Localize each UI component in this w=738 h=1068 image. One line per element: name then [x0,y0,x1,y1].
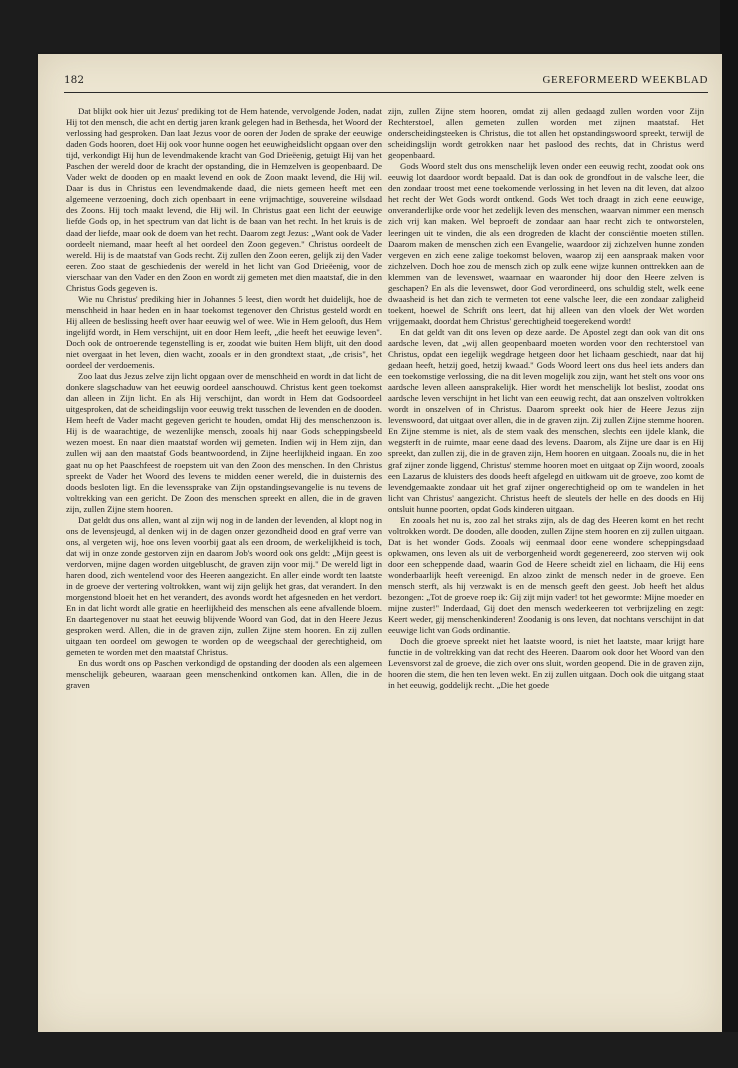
left-column [66,106,382,691]
scan-border-top [0,0,738,52]
scan-border-right [720,0,738,1068]
page-number: 182 [64,74,85,86]
paragraph: En dat geldt van dit ons leven op deze aarde. De Apostel zegt dan ook van dit ons aardsche leven, dat „wij allen geopenbaard moeten worden voor den rechterstoel van Christus, opdat een iegelijk wegdrage hetgeen door het lichaam geschiedt, naar dat hij gedaan heeft, hetzij goed, hetzij kwaad." Gods Woord leert ons dus heel iets anders dan een toekomstige verlossing, die na dit leven mogelijk zou zijn, want het stelt ons voor ons aardsche leven alleen aansprakelijk. Hier wordt het menschelijk lot beslist, zoodat ons aardsche leven verschijnt in het licht van een eeuwig recht, dat aan onszelven voltrokken wordt in onszelven of in Christus. Daarom spreekt ook hier de Heere Jezus zijn levenswoord, dat uitgaat over allen, die in de graven zijn. Zij zullen Zijne stemme hooren. En Zijne stemme is niet, als de stem vaak des menschen, slechts een ijdele klank, die wegsterft in de ruimte, maar eene daad des levens. Daarom, als Zijne ure daar is en Hij spreekt, dan zullen zij, die in de graven zijn, Hem hooren en uitgaan. Zooals nu, die in het graf zijner zonde liggend, Christus' stemme hooren moet en uitgaat op Zijn woord, zooals een Lazarus de kluisters des doods heeft afgelegd en uitkwam uit de groeve, zoo komt de levendgemaakte zondaar uit het graf zijner ongerechtigheid op om te wandelen in het licht van Christus' aangezicht. Christus heeft de sleutels der helle en des doods en Hij ontsluit hunne poorten, opdat Gods kinderen uitgaan. [388,326,704,514]
running-title: GEREFORMEERD WEEKBLAD [542,74,708,86]
paragraph: Doch die groeve spreekt niet het laatste woord, is niet het laatste, maar krijgt hare functie in de voltrekking van dat recht des Heeren. Daarom ook door het Woord van den Levensvorst zal de groeve, die zich over ons sluit, worden geopend. Die in de graven zijn, hooren die stem, die hen ten leven wekt. En zij zullen uitgaan. Doch ook die uitgang staat in het eeuwig, goddelijk recht. „Die het goede [388,636,704,691]
document-page [38,54,722,1032]
paragraph: En dus wordt ons op Paschen verkondigd de opstanding der dooden als een algemeen menschelijk gebeuren, waaraan geen menschenkind ontkomen kan. Allen, die in de graven [66,658,382,691]
paragraph: Gods Woord stelt dus ons menschelijk leven onder een eeuwig recht, zoodat ook ons eeuwig lot daardoor wordt bepaald. Dat is dan ook de grondfout in de valsche leer, die den zondaar troost met eene toekomende verlossing in het leven na dit leven, dat alzoo het recht der Wet Gods wordt ontkend. Gods Wet toch draagt in zich eene eeuwige, onveranderlijke orde voor het zedelijk leven des menschen, waarvan nimmer een mensch zich vrij kan maken. Wel beproeft de zondaar aan haar recht zich te ontworstelen, leeringen uit te vinden, die als een drogreden de klacht der consciëntie moeten stillen. Daarom maken de menschen zich een Evangelie, waardoor zij zichzelven hunne zonden vergeven en zich eene zalige toekomst beloven, waarop zij een aanspraak maken voor zichzelven. Doch hoe zou de mensch zich op zulk eene wijze kunnen onttrekken aan de klemmen van de levenswet, waarnaar en waaronder hij door den Heere zelven is geschapen? En als die levenswet, door God verordineerd, ons schuldig stelt, welk eene dwaasheid is het dan zich te vermeten tot eene valsche leer, die een zondaar zaligheid toekent, hoewel de Schrift ons leert, dat hij alleen van den vloek der Wet worden vrijgemaakt, doordat hem Christus' gerechtigheid toegerekend wordt! [388,161,704,326]
scan-border-bottom [0,1032,738,1068]
paragraph: Dat geldt dus ons allen, want al zijn wij nog in de landen der levenden, al klopt nog in ons de levensjeugd, al denken wij in de dagen onzer gezondheid dood en graf verre van ons, al vergeten wij, hoe ons leven voorbij gaat als een droom, de werkelijkheid is toch, dat wij in onze zonde gestorven zijn en daarom Job's woord ook ons geldt: „Mijn geest is verdorven, mijne dagen worden uitgebluscht, de graven zijn voor mij." De wereld ligt in haren dood, zich wentelend voor des Heeren aangezicht. En aller einde wordt ten laatste in de groeve der vertering voltrokken, want wij zijn gelijk het gras, dat verandert. In den morgenstond bloeit het en het verandert, des avonds wordt het afgesneden en het verdort. En in dat licht wordt alle gratie en heerlijkheid des menschen als eene afvallende bloem. En daartegenover nu staat het eeuwig blijvende Woord van God, dat in den Heere Jezus gesproken werd. Allen, die in de graven zijn, zullen Zijne stem hooren. En zij zullen uitgaan ten oordeel om gewogen te worden op de weegschaal der gerechtigheid, om gemeten te worden met den maatstaf Christus. [66,514,382,658]
paragraph: Zoo laat dus Jezus zelve zijn licht opgaan over de menschheid en wordt in dat licht de donkere slagschaduw van het eeuwig oordeel aanschouwd. Christus kent geen toekomst dan alleen in Zijn licht. En als Hij verschijnt, dan wordt in Hem dat Godsoordeel uitgesproken, dat de scheidingslijn voor eeuwig trekt tusschen de levenden en de dooden. Hem heeft de Vader macht gegeven gericht te houden, omdat Hij des menschenzoon is. Hij is de waarachtige, de wezenlijke mensch, zooals hij naar Gods scheppingsbeeld wezen moest. En naar dien maatstaf worden wij gemeten. Indien wij in Hem zijn, dan zullen wij aan den maatstaf Gods beantwoordend, in Zijne heerlijkheid ingaan. En zoo gaat nu op het Paaschfeest de roepstem uit van den Zoon des menschen. In den Christus spreekt de Vader het Woord des levens te midden eener wereld, die in duisternis des doods besloten ligt. En die levenssprake van Zijn opstandingsevangelie is nu tevens de voltrekking van een gericht. De Zoon des menschen spreekt en allen, die in de graven zijn, zullen Zijne stem hooren. [66,371,382,514]
paragraph: Wie nu Christus' prediking hier in Johannes 5 leest, dien wordt het duidelijk, hoe de menschheid in haar heden en in haar toekomst tegenover den Christus gesteld wordt en Hij alleen de beslissing heeft over haar eeuwig wel of wee. Wie in Hem gelooft, dus Hem ingelijfd wordt, in Hem verschijnt, uit en door Hem leeft, „die heeft het eeuwige leven". Doch ook de ontroerende tegenstelling is er, zoodat wie buiten Hem blijft, uit den dood niet overgaat in het leven, dien wacht, zooals er in den grondtext staat, „de crisis", het oordeel der verdoemenis. [66,293,382,371]
paragraph: zijn, zullen Zijne stem hooren, omdat zij allen gedaagd zullen worden voor Zijn Rechterstoel, allen gemeten zullen worden met zijnen maatstaf. Het onderscheidingsteeken is Christus, die tot allen het opstandingswoord spreekt, terwijl de scheidingslijn wordt getrokken naar het paslood des rechts, dat in Christus werd geopenbaard. [388,106,704,161]
right-column [388,106,704,691]
page-header [64,72,708,93]
paragraph: En zooals het nu is, zoo zal het straks zijn, als de dag des Heeren komt en het recht voltrokken wordt. De dooden, alle dooden, zullen Zijne stem hooren en zij zullen uitgaan. Dat is het wonder Gods. Zooals wij eenmaal door eene wondere scheppingsdaad opkwamen, ons leven als uit de verborgenheid wordt gegenereerd, zoo sterven wij ook door een scheppende daad, waarin God de Heere scheidt ziel en lichaam, die Hij eens wonderbaarlijk heeft vereenigd. En alzoo zinkt de mensch neder in de groeve. Een mensch sterft, als hij verzwakt is en de mensch geeft den geest. Job heeft het aldus bezongen: „Tot de groeve roep ik: Gij zijt mijn vader! tot het gewormte: Mijne moeder en mijne zuster!" Inderdaad, Gij doet den mensch wederkeeren tot verbrijzeling en zegt: Keert weder, gij menschenkinderen! Zoodanig is ons leven, dat nochtans verschijnt in dat eeuwige licht van Gods ordinantie. [388,514,704,636]
paragraph: Dat blijkt ook hier uit Jezus' prediking tot de Hem hatende, vervolgende Joden, nadat Hij tot den mensch, die acht en dertig jaren krank gelegen had in Bethesda, het Woord der verlossing had gesproken. Dan laat Jezus voor de ooren der Joden de sprake der eeuwige daden Gods hooren, doet Hij ook voor hunne oogen het eeuwigheidslicht opgaan over den tijd, verkondigt Hij hun de levendmakende kracht van God Drieëenig, getuigt Hij van het Paschen der wereld door de kracht der opstanding, die in Hemzelven is geopenbaard. De Vader wekt de dooden op en maakt levend en ook de Zoon maakt levend, die Hij wil. Daar is dus in Christus een levendmakende daad, die niets gemeen heeft met een algemeene verzoening, doch zich openbaart in eene vrijmachtige, souvereine wilsdaad des Zoons. Hij toch maakt levend, die Hij wil. In Christus gaat een licht der eeuwige liefde Gods op, in het spectrum van dat licht is de baan van het recht. In het kruis is de daad der liefde, maar ook de doem van het recht. Daarom zegt Jezus: „Want ook de Vader oordeelt niemand, maar heeft al het oordeel den Zoon gegeven." Christus oordeelt de wereld. Hij is de maatstaf van Gods recht. Zij zullen den Zoon eeren, gelijk zij den Vader eeren. Zoo staat de geschiedenis der wereld in het licht van God Drieëenig, voor de vierschaar van den Vader en den Zoon en wordt zij gemeten met dien maatstaf, die in den Christus Gods gegeven is. [66,106,382,293]
scan-border-left [0,0,36,1068]
